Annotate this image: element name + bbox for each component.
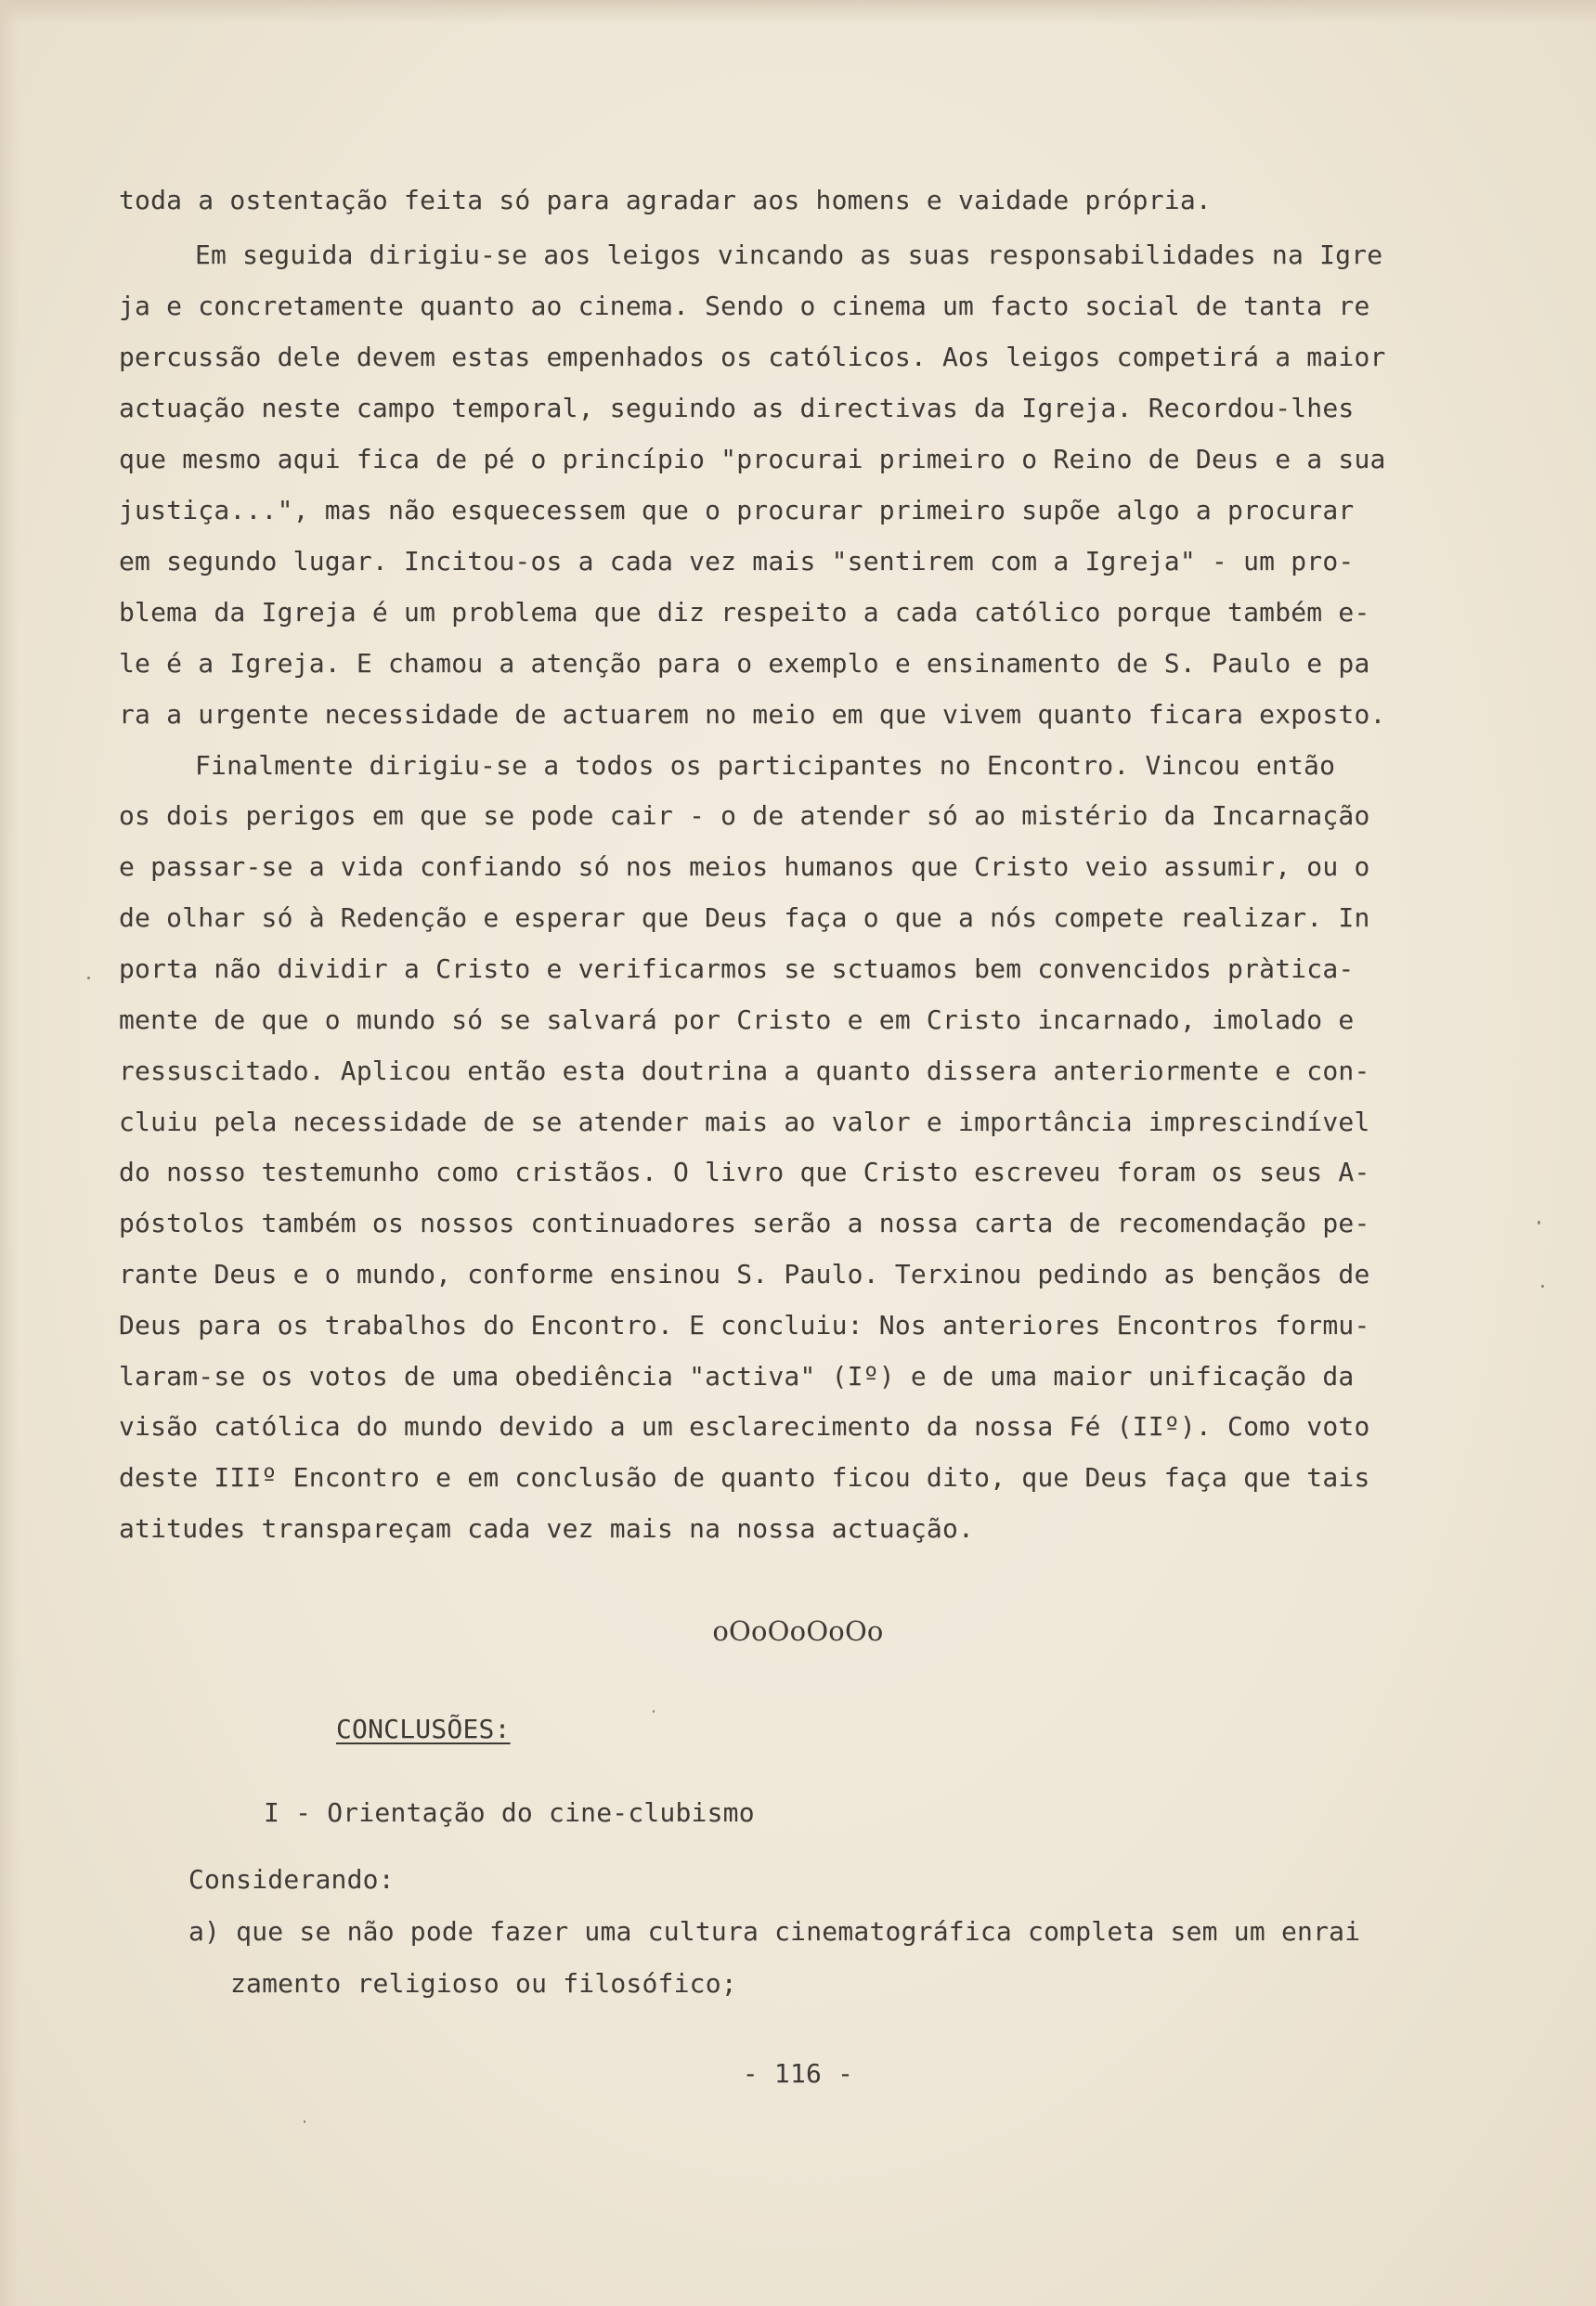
paper-speck (87, 977, 90, 979)
text-line: os dois perigos em que se pode cair - o de atender só ao mistério da Incarnação (119, 800, 1370, 831)
text-line: laram-se os votos de uma obediência "activa" (Iº) e de uma maior unificação da (119, 1361, 1355, 1392)
section-title: I - Orientação do cine-clubismo (264, 1797, 755, 1828)
paper-speck (1538, 1221, 1540, 1224)
paper-speck (304, 2120, 305, 2123)
list-item-a: a) que se não pode fazer uma cultura cinematográfica completa sem um enrai (188, 1916, 1361, 1947)
text-line: deste IIIº Encontro e em conclusão de quanto ficou dito, que Deus faça que tais (119, 1462, 1370, 1493)
text-line: póstolos também os nossos continuadores serão a nossa carta de recomendação pe- (119, 1208, 1370, 1238)
text-line: ja e concretamente quanto ao cinema. Sendo o cinema um facto social de tanta re (119, 291, 1370, 321)
page-number: - 116 - (742, 2058, 854, 2089)
text-line: de olhar só à Redenção e esperar que Deus faça o que a nós compete realizar. In (119, 902, 1370, 933)
text-line: visão católica do mundo devido a um esclarecimento da nossa Fé (IIº). Como voto (119, 1411, 1370, 1442)
text-line: Finalmente dirigiu-se a todos os participantes no Encontro. Vincou então (195, 750, 1336, 781)
paper-edge-left (0, 0, 19, 2306)
text-line: toda a ostentação feita só para agradar aos homens e vaidade própria. (119, 185, 1212, 215)
text-line: Deus para os trabalhos do Encontro. E concluiu: Nos anteriores Encontros formu- (119, 1310, 1370, 1341)
text-line: ra a urgente necessidade de actuarem no meio em que vivem quanto ficara exposto. (119, 699, 1386, 730)
text-line: mente de que o mundo só se salvará por Cristo e em Cristo incarnado, imolado e (119, 1004, 1355, 1035)
text-line: blema da Igreja é um problema que diz respeito a cada católico porque também e- (119, 597, 1370, 628)
text-line: actuação neste campo temporal, seguindo as directivas da Igreja. Recordou-lhes (119, 393, 1355, 423)
list-item-a-continuation: zamento religioso ou filosófico; (230, 1968, 737, 1999)
paper-speck (653, 1710, 655, 1713)
text-line: porta não dividir a Cristo e verificarmos se sctuamos bem convencidos pràtica- (119, 953, 1355, 984)
text-line: em segundo lugar. Incitou-os a cada vez mais "sentirem com a Igreja" - um pro- (119, 546, 1355, 576)
text-line: rante Deus e o mundo, conforme ensinou S. Paulo. Terxinou pedindo as bençãos de (119, 1259, 1370, 1289)
text-line: Em seguida dirigiu-se aos leigos vincando as suas responsabilidades na Igre (195, 240, 1383, 270)
considering-label: Considerando: (188, 1864, 395, 1895)
text-line: justiça...", mas não esquecessem que o procurar primeiro supõe algo a procurar (119, 495, 1355, 525)
text-line: que mesmo aqui fica de pé o princípio "procurai primeiro o Reino de Deus e a sua (119, 444, 1386, 474)
text-line: le é a Igreja. E chamou a atenção para o exemplo e ensinamento de S. Paulo e pa (119, 648, 1370, 679)
text-line: atitudes transpareçam cada vez mais na nossa actuação. (119, 1513, 975, 1544)
text-line: percussão dele devem estas empenhados os católicos. Aos leigos competirá a maior (119, 342, 1386, 372)
section-separator: oOoOoOoOo (712, 1615, 884, 1647)
text-line: do nosso testemunho como cristãos. O livro que Cristo escreveu foram os seus A- (119, 1157, 1370, 1187)
text-line: ressuscitado. Aplicou então esta doutrina a quanto dissera anteriormente e con- (119, 1056, 1370, 1086)
conclusions-heading: CONCLUSÕES: (336, 1714, 511, 1744)
text-line: e passar-se a vida confiando só nos meios humanos que Cristo veio assumir, ou o (119, 851, 1370, 882)
paper-edge-top (0, 0, 1596, 24)
paper-speck (1541, 1285, 1544, 1288)
text-line: cluiu pela necessidade de se atender mais ao valor e importância imprescindível (119, 1107, 1370, 1137)
